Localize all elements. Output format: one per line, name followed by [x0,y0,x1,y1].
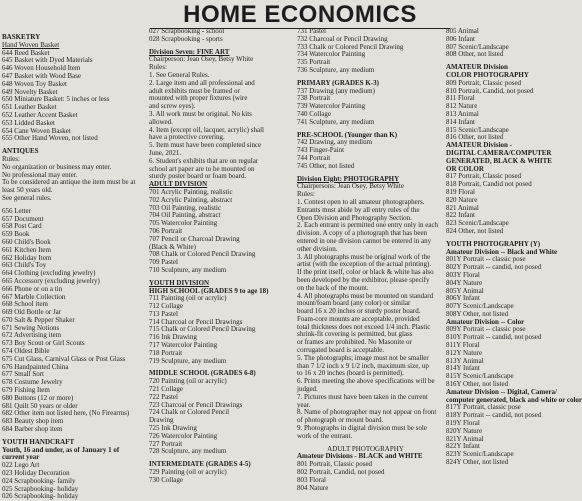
text-line: 659 Book [2,230,30,239]
text-line: 656 Letter [2,206,31,215]
text-line: 722 Pastel [149,392,178,401]
text-line: Drawing [149,416,174,425]
text-line: 676 Handpainted China [2,362,69,371]
text-line: 716 Ink Drawing [149,333,197,342]
text-line: Hand Woven Basket [2,40,60,49]
text-line: Rules: [297,190,315,199]
text-line: sturdy poster board or foam board. [149,172,247,181]
text-line: 737 Drawing (any medium) [297,86,375,95]
text-line: 735 Portrait [297,58,331,67]
text-line: 648 Woven Toy Basket [2,79,67,88]
text-line: 702 Acrylic Painting, abstract [149,195,233,204]
text-line: 708 Chalk or Colored Pencil Drawing [149,250,256,259]
section-heading: Youth, 16 and under, as of January 1 of [2,445,120,454]
text-line: division. A copy of a photograph that has been [297,229,428,238]
text-line: 729 Painting (oil or acrylic) [149,468,227,477]
text-line: 736 Sculpture, any medium [297,65,375,74]
text-line: 3. All work must be original. No kits [149,109,252,118]
column-fine-art [149,27,286,484]
text-line: 818 Portrait, Candid not posed [446,180,532,189]
text-line: 711 Painting (oil or acrylic) [149,294,227,303]
text-line: 5. Item must have been completed since [149,141,262,150]
text-line: 805Y Animal [446,286,484,295]
text-line: 818Y Portrait -- candid, not posed [446,411,542,420]
section-heading: computer generated, black and white or color [446,395,582,404]
section-heading: current year [2,453,40,462]
text-line: Entrants must abide by all entry rules of the [297,205,420,214]
text-line: 809Y Portrait -- classic pose [446,325,526,334]
text-line: 723 Charcoal or Pencil Drawings [149,400,243,409]
text-line: 6. Student's exhibits that are on regular [149,156,259,165]
text-line: 4. Item (except oil, lacquer, acrylic) shall [149,125,264,134]
section-heading: COLOR PHOTOGRAPHY [446,70,529,79]
text-line: 720 Painting (oil or acrylic) [149,377,227,386]
text-line: 813Y Animal [446,356,484,365]
text-line: 3. All photographs must be original work of the [297,252,431,261]
page-title: HOME ECONOMICS [183,1,417,28]
text-line: 811Y Floral [446,341,480,350]
text-line: To be considered an antique the item must be at [2,178,136,187]
text-line: No organization or business may enter. [2,162,112,171]
text-line: 727 Portrait [149,439,183,448]
text-line: 805 Animal [446,27,479,35]
text-line: 657 Document [2,214,44,223]
text-line: 023 Holiday Decoration [2,469,70,478]
text-line: 715 Chalk or Colored Pencil Drawing [149,325,256,334]
text-line: 820Y Nature [446,426,483,435]
text-line: mounted with proper fixtures (wire [149,94,248,103]
text-line: 803Y Floral [446,270,480,279]
section-heading: INTERMEDIATE (GRADES 4-5) [149,460,251,469]
text-line: 812Y Nature [446,348,483,357]
text-line: entered in one division cannot be entered in any [297,236,432,245]
text-line: of photograph or mount board. [297,416,384,425]
text-line: 808 Other, not listed [446,50,504,59]
section-heading: PRE-SCHOOL (Younger than K) [297,130,398,139]
text-line: 709 Pastel [149,258,178,267]
text-line: 646 Woven Household Item [2,64,81,73]
text-line: on the back of the mount. [297,283,369,292]
text-line: 822Y Infant [446,442,480,451]
text-line: No professional may enter. [2,170,78,179]
text-line: or frames are prohibited. No Masonite or [297,338,412,347]
text-line: 665 Accessory (excluding jewelry) [2,276,100,285]
text-line: 719 Sculpture, any medium [149,356,227,365]
text-line: 681 Quilt 50 years or older [2,401,78,410]
section-header [150,2,450,29]
column-basketry-antiques [2,33,138,501]
text-line: judged. [297,385,318,394]
text-line: 8. Name of photographer may not appear on front [297,408,437,417]
text-line: 721 Collage [149,385,184,394]
section-heading: Amateur Division -- Color [446,317,525,326]
text-line: 667 Marble Collection [2,292,66,301]
text-line: 2. Each entrant is permitted one entry only in each [297,221,439,230]
text-line: 027 Scrapbooking - school [149,27,225,35]
section-heading: PRIMARY (GRADES K-3) [297,78,379,87]
text-line: 810 Portrait, Candid, not posed [446,86,534,95]
text-line: 675 Cut Glass, Carnival Glass or Post Glass [2,354,126,363]
text-line: 807Y Scenic/Landscape [446,302,514,311]
text-line: 733 Chalk or Colored Pencil Drawing [297,42,404,51]
text-line: 669 Old Bottle or Jar [2,308,62,317]
text-line: 819Y Floral [446,419,480,428]
text-line: 661 Kitchen Item [2,245,51,254]
text-line: 745 Other, not listed [297,161,355,170]
text-line: 658 Post Card [2,222,42,231]
text-line: 824 Other, not listed [446,226,504,235]
text-line: 801 Portrait, Classic posed [297,460,373,469]
section-heading: MIDDLE SCHOOL (GRADES 6-8) [149,369,256,378]
text-line: 651 Leather Basket [2,103,57,112]
section-heading: BASKETRY [2,33,41,41]
text-line: 7. Pictures must have been taken in the current [297,392,428,401]
text-line: adult exhibits must be framed or [149,86,240,95]
text-line: If the print itself, color or black & white has also [297,268,434,277]
text-line: 725 Ink Drawing [149,424,197,433]
text-line: 5. The photographs; image must not be smaller [297,353,429,362]
text-line: See general rules. [2,193,52,202]
section-heading: OR COLOR [446,164,484,173]
text-line: 712 Collage [149,302,184,311]
text-line: 813 Animal [446,109,479,118]
text-line: 680 Buttons (12 or more) [2,393,74,402]
text-line: 1. See General Rules. [149,70,210,79]
text-line: 647 Basket with Wood Base [2,71,82,80]
text-line: 808Y Other, not listed [446,309,509,318]
text-line: 025 Scrapbooking- holiday [2,484,79,493]
text-line: 815 Scenic/Landscape [446,125,509,134]
text-line: 806 Infant [446,34,475,43]
text-line: 822 Infant [446,211,475,220]
text-line: 707 Pencil or Charcoal Drawing [149,234,240,243]
text-line: 724 Chalk or Colored Pencil [149,408,230,417]
text-line: than 7 1/2 inch x 9 1/2 inch, maximum size, up [297,361,429,370]
text-line: 654 Cane Woven Basket [2,126,71,135]
section-heading: AMATEUR Division [446,63,508,72]
text-line: shrink-fit covering is permitted, but glass [297,330,413,339]
text-line: 684 Barber shop item [2,425,63,434]
text-line: least 50 years old. [2,186,53,195]
text-line: 809 Portrait, Classic posed [446,78,522,87]
text-line: 4. All photographs must be mounted on standard [297,291,434,300]
text-line: school art paper are to be mounted on [149,164,255,173]
text-line: 645 Basket with Dyed Materials [2,56,93,65]
text-line: 714 Charcoal or Pencil Drawings [149,317,243,326]
column-photography-rules [297,27,439,492]
text-line: 644 Reed Basket [2,48,50,57]
text-line: 703 Oil Painting, realistic [149,203,221,212]
text-line: 734 Watercolor Painting [297,50,366,59]
text-line: work of the entrant. [297,431,353,440]
text-line: 2. Large item and all professional and [149,78,255,87]
text-line: June, 2021. [149,148,182,157]
text-line: 028 Scrapbooking - sports [149,34,223,43]
text-line: 673 Boy Scout or Girl Scouts [2,339,85,348]
text-line: 812 Nature [446,102,478,111]
text-line: 821Y Animal [446,434,484,443]
text-line: 806Y Infant [446,294,480,303]
text-line: 816 Other, not listed [446,133,504,142]
section-heading: ADULT DIVISION [149,180,208,189]
text-line: 804Y Nature [446,278,483,287]
text-line: 728 Sculpture, any medium [149,447,227,456]
section-heading: DIGITAL CAMERA/COMPUTER [446,148,552,157]
text-line: 819 Floral [446,187,475,196]
text-line: 823 Scenic/Landscape [446,219,509,228]
section-heading: YOUTH PHOTOGRAPHY (Y) [446,239,541,248]
text-line: 706 Portrait [149,226,183,235]
text-line: 9. Photographs in digital division must be sole [297,424,427,433]
text-line: 1. Contest open to all amateur photographers. [297,197,425,206]
text-line: 717 Watercolor Painting [149,341,218,350]
text-line: 810Y Portrait -- candid, not posed [446,333,542,342]
text-line: have a protective covering. [149,133,225,142]
text-line: 713 Pastel [149,309,178,318]
text-line: Foam-core mounts are acceptable, provided [297,314,420,323]
text-line: other division. [297,244,338,253]
text-line: 682 Other item not listed here, (No Firearms) [2,409,130,418]
text-line: 710 Sculpture, any medium [149,265,227,274]
text-line: 731 Pastel [297,27,326,35]
section-heading: Division Eight: PHOTOGRAPHY [297,174,400,183]
text-line: 740 Collage [297,109,332,118]
section-heading: GENERATED, BLACK & WHITE [446,156,552,165]
text-line: Rules: [2,154,20,163]
text-line: 718 Portrait [149,348,183,357]
text-line: 820 Nature [446,195,478,204]
section-heading: Amateur Division -- Digital, Camera/ [446,387,557,396]
text-line: 730 Collage [149,475,184,484]
section-heading: Amateur Division -- Black and White [446,247,558,256]
text-line: and screw eyes). [149,102,196,111]
text-line: 674 Oldest Bible [2,347,50,356]
text-line: artist (with the exception of the actual printing). [297,260,432,269]
text-line: 672 Advertising item [2,331,62,340]
text-line: year. [297,400,311,409]
text-line: 816Y Other, not listed [446,380,509,389]
text-line: 677 Small Sort [2,370,45,379]
text-line: 705 Watercolor Painting [149,219,218,228]
text-line: 649 Novelty Basket [2,87,58,96]
text-line: (Black & White) [149,242,196,251]
text-line: 815Y Scenic/Landscape [446,372,514,381]
text-line: 743 Finger-Paint [297,146,345,155]
section-heading: Amateur Divisions - BLACK and WHITE [297,452,423,461]
text-line: 653 Lidded Basket [2,118,55,127]
text-line: Open Division and Photography Section. [297,213,412,222]
text-line: 022 Lego Art [2,461,40,470]
text-line: 6. Prints meeting the above specifications will be [297,377,435,386]
text-line: 802Y Portrait -- candid, not posed [446,263,542,272]
text-line: 671 Sewing Notions [2,323,60,332]
text-line: Rules: [149,63,167,72]
text-line: allowed. [149,117,173,126]
section-heading: YOUTH HANDCRAFT [2,437,75,446]
text-line: 814Y Infant [446,364,480,373]
text-line: 801Y Portrait -- classic pose [446,255,526,264]
section-heading: YOUTH DIVISION [149,278,210,287]
text-line: 738 Portrait [297,94,331,103]
text-line: Chairperson: Jean Osey, Betsy White [149,55,254,64]
text-line: 739 Watercolor Painting [297,102,366,111]
text-line: ADULT PHOTOGRAPHY [327,444,404,453]
text-line: 668 School item [2,300,48,309]
section-heading: AMATEUR Division - [446,141,512,150]
text-line: 742 Drawing, any medium [297,138,373,147]
column-photography-entries [446,27,582,467]
text-line: 670 Salt & Pepper Shaker [2,315,75,324]
text-line: 824Y Other, not listed [446,458,509,467]
text-line: Chairpersons: Jean Osey, Betsy White [297,182,404,191]
section-heading: HIGH SCHOOL (GRADES 9 to age 18) [149,286,269,295]
text-line: 663 Child's Toy [2,261,47,270]
text-line: 803 Floral [297,475,326,484]
text-line: 678 Costume Jewelry [2,378,63,387]
text-line: 744 Portrait [297,153,331,162]
text-line: 704 Oil Painting, abstract [149,211,221,220]
text-line: 817 Portrait, Classic posed [446,172,522,181]
text-line: board 16 x 20 inches or sturdy poster board. [297,307,421,316]
text-line: 024 Scrapbooking- family [2,476,76,485]
text-line: 817Y Portrait, classic pose [446,403,521,412]
text-line: 679 Fishing Item [2,386,50,395]
text-line: 650 Miniature Basket: 5 inches or less [2,95,110,104]
text-line: 660 Child's Book [2,237,51,246]
text-line: 701 Acrylic Painting, realistic [149,187,233,196]
text-line: 732 Charcoal or Pencil Drawing [297,34,388,43]
text-line: 026 Scrapbooking- holiday [2,492,79,501]
text-line: mount/foam board (any color) or similar [297,299,411,308]
text-line: 807 Scenic/Landscape [446,42,509,51]
text-line: 683 Beauty shop item [2,417,64,426]
text-line: 821 Animal [446,203,479,212]
section-heading: ANTIQUES [2,147,39,156]
text-line: 666 Phone or on a tin [2,284,63,293]
text-line: 655 Other Hand Woven, not listed [2,134,98,143]
text-line: 741 Sculpture, any medium [297,117,375,126]
text-line: to 16 x 20 inches (board is permitted). [297,369,404,378]
text-line: 652 Leather Accent Basket [2,110,78,119]
text-line: 726 Watercolor Painting [149,431,218,440]
text-line: 814 Infant [446,117,475,126]
text-line: corrugated board is acceptable. [297,346,385,355]
text-line: 664 Clothing (excluding jewelry) [2,269,96,278]
text-line: 802 Portrait, Candid, not posed [297,468,385,477]
text-line: total thickness does not exceed 1/4 inch. Plastic [297,322,431,331]
text-line: been developed by the exhibitor, please specify [297,275,430,284]
text-line: 804 Nature [297,483,329,492]
text-line: 662 Holiday Item [2,253,52,262]
section-heading: Division Seven: FINE ART [149,47,230,56]
text-line: 811 Floral [446,94,475,103]
text-line: 823Y Scenic/Landscape [446,450,514,459]
